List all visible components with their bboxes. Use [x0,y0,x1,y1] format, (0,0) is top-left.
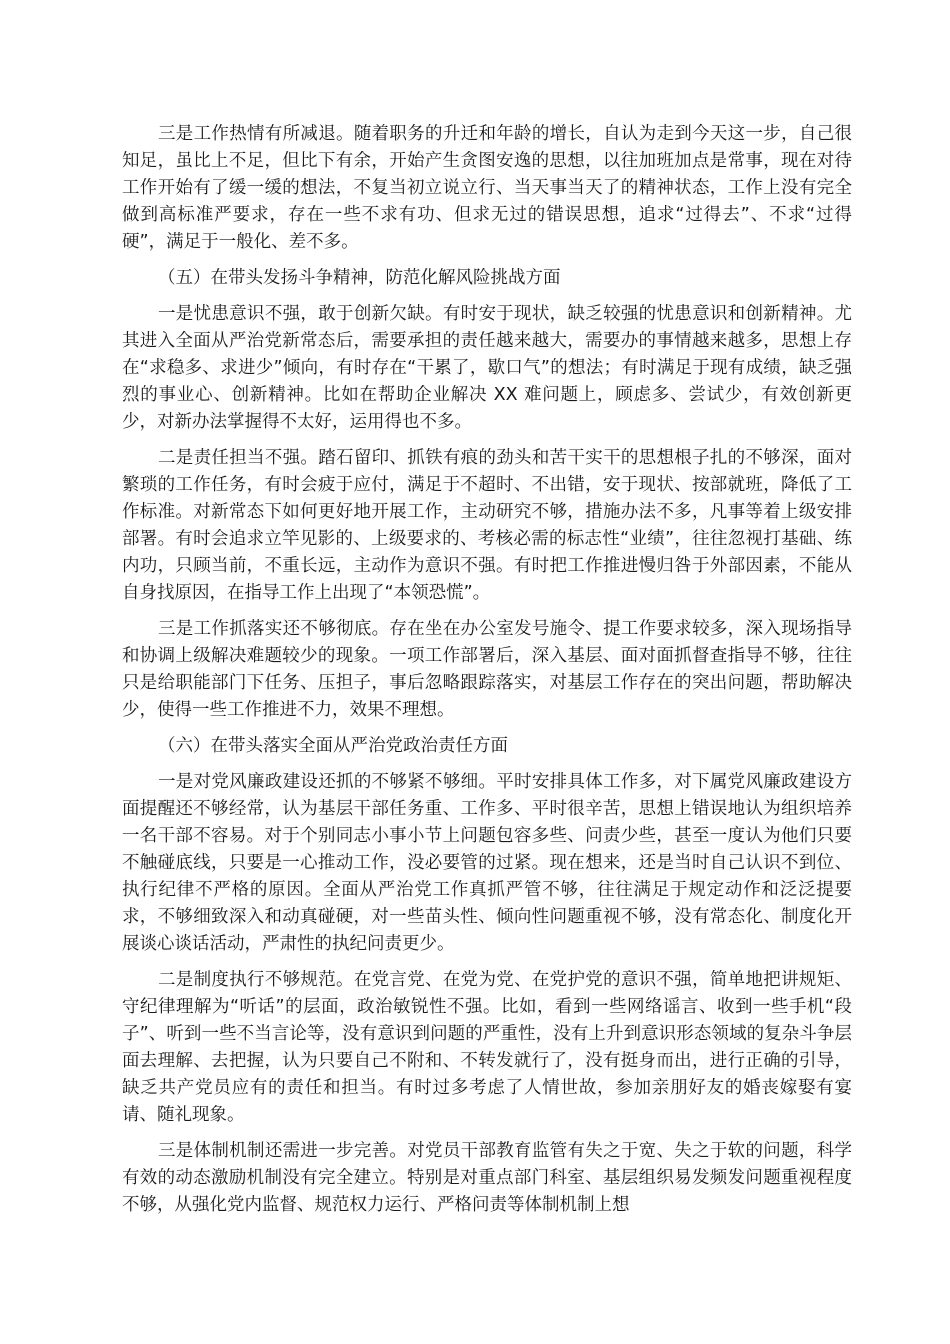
paragraph-work-enthusiasm: 三是工作热情有所减退。随着职务的升迁和年龄的增长，自认为走到今天这一步，自己很知足，虽比上不足，但比下有余，开始产生贪图安逸的思想，以往加班加点是常事，现在对待工作开始有了缓一缓的想法，不复当初立说立行、当天事当天了的精神状态，工作上没有完全做到高标准严要求，存在一些不求有功、但求无过的错误思想，追求“过得去”、不求“过得硬”，满足于一般化、差不多。 [122,124,852,252]
paragraph-responsibility: 二是责任担当不强。踏石留印、抓铁有痕的劲头和苦干实干的思想根子扎的不够深，面对繁琐的工作任务，有时会疲于应付，满足于不超时、不出错，安于现状、按部就班，降低了工作标准。对新常态下如何更好地开展工作，主动研究不够，措施办法不多，凡事等着上级安排部署。有时会追求立竿见影的、上级要求的、考核必需的标志性“业绩”，往往忽视打基础、练内功，只顾当前，不重长远，主动作为意识不强。有时把工作推进慢归咎于外部因素，不能从自身找原因，在指导工作上出现了“本领恐慌”。 [122,448,852,603]
paragraph-crisis-awareness: 一是忧患意识不强，敢于创新欠缺。有时安于现状，缺乏较强的忧患意识和创新精神。尤其进入全面从严治党新常态后，需要承担的责任越来越大，需要办的事情越来越多，思想上存在“求稳多、求进少”倾向，有时存在“干累了，歇口气”的想法；有时满足于现有成绩，缺乏强烈的事业心、创新精神。比如在帮助企业解决 XX 难问题上，顾虑多、尝试少，有效创新更少，对新办法掌握得不太好，运用得也不多。 [122,304,852,432]
paragraph-rule-enforcement: 二是制度执行不够规范。在党言党、在党为党、在党护党的意识不强，简单地把讲规矩、守纪律理解为“听话”的层面，政治敏锐性不强。比如，看到一些网络谣言、收到一些手机“段子”、听到一些不当言论等，没有意识到问题的严重性，没有上升到意识形态领域的复杂斗争层面去理解、去把握，认为只要自己不附和、不转发就行了，没有挺身而出，进行正确的引导，缺乏共产党员应有的责任和担当。有时过多考虑了人情世故，参加亲朋好友的婚丧嫁娶有宴请、随礼现象。 [122,970,852,1125]
section-heading-six: （六）在带头落实全面从严治党政治责任方面 [158,736,508,756]
section-heading-five: （五）在带头发扬斗争精神，防范化解风险挑战方面 [158,268,561,288]
paragraph-implementation: 三是工作抓落实还不够彻底。存在坐在办公室发号施令、提工作要求较多，深入现场指导和协调上级解决难题较少的现象。一项工作部署后，深入基层、面对面抓督查指导不够，往往只是给职能部门下任务、压担子，事后忽略跟踪落实，对基层工作存在的突出问题，帮助解决少，使得一些工作推进不力，效果不理想。 [122,619,852,720]
paragraph-integrity-building: 一是对党风廉政建设还抓的不够紧不够细。平时安排具体工作多，对下属党风廉政建设方面提醒还不够经常，认为基层干部任务重、工作多、平时很辛苦，思想上错误地认为组织培养一名干部不容易。对于个别同志小事小节上问题包容多些、问责少些，甚至一度认为他们只要不触碰底线，只要是一心推动工作，没必要管的过紧。现在想来，还是当时自己认识不到位、执行纪律不严格的原因。全面从严治党工作真抓严管不够，往往满足于规定动作和泛泛提要求，不够细致深入和动真碰硬，对一些苗头性、倾向性问题重视不够，没有常态化、制度化开展谈心谈话活动，严肃性的执纪问责更少。 [122,772,852,954]
paragraph-institutional-mechanism: 三是体制机制还需进一步完善。对党员干部教育监管有失之于宽、失之于软的问题，科学有效的动态激励机制没有完全建立。特别是对重点部门科室、基层组织易发频发问题重视程度不够，从强化党内监督、规范权力运行、严格问责等体制机制上想 [122,1141,852,1215]
document-page [122,121,852,1228]
